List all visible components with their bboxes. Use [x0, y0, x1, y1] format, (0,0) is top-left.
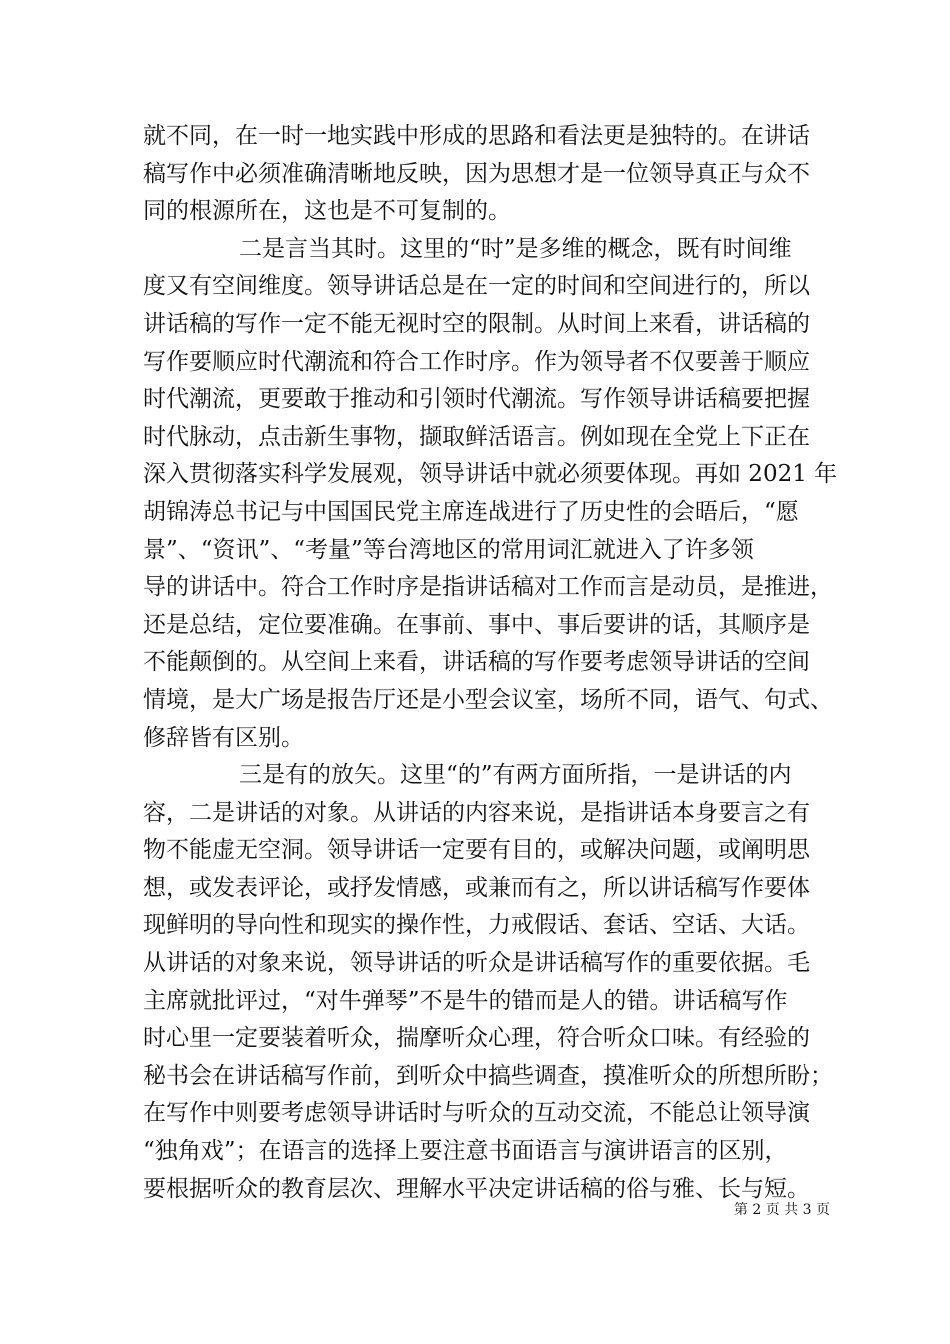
text-line: 想，或发表评论，或抒发情感，或兼而有之，所以讲话稿写作要体 — [143, 874, 810, 901]
text-line: 还是总结，定位要准确。在事前、事中、事后要讲的话，其顺序是 — [143, 611, 810, 638]
text-line: 就不同，在一时一地实践中形成的思路和看法更是独特的。在讲话 — [143, 123, 810, 149]
text-line: 要根据听众的教育层次、理解水平决定讲话稿的俗与雅、长与短。 — [143, 1175, 810, 1202]
page-number-footer: 第 2 页 共 3 页 — [733, 1202, 830, 1218]
body-text — [143, 118, 838, 1208]
text-line: 秘书会在讲话稿写作前，到听众中搞些调查，摸准听众的所想所盼； — [143, 1062, 833, 1089]
text-line: 讲话稿的写作一定不能无视时空的限制。从时间上来看，讲话稿的 — [143, 310, 810, 337]
text-line: 胡锦涛总书记与中国国民党主席连战进行了历史性的会晤后，“愿 — [143, 498, 799, 525]
text-line: 情境，是大广场是报告厅还是小型会议室，场所不同，语气、句式、 — [143, 686, 833, 713]
text-line: 不能颠倒的。从空间上来看，讲话稿的写作要考虑领导讲话的空间 — [143, 649, 810, 676]
text-line: 稿写作中必须准确清晰地反映，因为思想才是一位领导真正与众不 — [143, 160, 810, 187]
paragraph-start-line: 三是有的放矢。这里“的”有两方面所指，一是讲话的内 — [239, 762, 792, 789]
text-line: 时代潮流，更要敢于推动和引领时代潮流。写作领导讲话稿要把握 — [143, 386, 810, 413]
text-line: 现鲜明的导向性和现实的操作性，力戒假话、套话、空话、大话。 — [143, 912, 810, 939]
text-line: 深入贯彻落实科学发展观，领导讲话中就必须要体现。再如 2021 年 — [143, 461, 838, 488]
text-line: 从讲话的对象来说，领导讲话的听众是讲话稿写作的重要依据。毛 — [143, 950, 810, 977]
text-line: 导的讲话中。符合工作时序是指讲话稿对工作而言是动员，是推进， — [143, 574, 833, 601]
text-line: 同的根源所在，这也是不可复制的。 — [143, 198, 511, 225]
text-line: 度又有空间维度。领导讲话总是在一定的时间和空间进行的，所以 — [143, 273, 810, 300]
text-line: 主席就批评过，“对牛弹琴”不是牛的错而是人的错。讲话稿写作 — [143, 987, 788, 1014]
text-line: 时心里一定要装着听众，揣摩听众心理，符合听众口味。有经验的 — [143, 1025, 810, 1052]
text-line: 景”、“资讯”、“考量”等台湾地区的常用词汇就进入了许多领 — [143, 536, 754, 563]
text-line: “独角戏”；在语言的选择上要注意书面语言与演讲语言的区别， — [143, 1138, 788, 1165]
text-line: 物不能虚无空洞。领导讲话一定要有目的，或解决问题，或阐明思 — [143, 837, 810, 864]
text-line: 写作要顺应时代潮流和符合工作时序。作为领导者不仅要善于顺应 — [143, 348, 810, 375]
text-line: 时代脉动，点击新生事物，撷取鲜活语言。例如现在全党上下正在 — [143, 423, 810, 450]
text-line: 容，二是讲话的对象。从讲话的内容来说，是指讲话本身要言之有 — [143, 799, 810, 826]
paragraph-start-line: 二是言当其时。这里的“时”是多维的概念，既有时间维 — [239, 235, 792, 262]
text-line: 在写作中则要考虑领导讲话时与听众的互动交流，不能总让领导演 — [143, 1100, 810, 1127]
text-line: 修辞皆有区别。 — [143, 724, 304, 751]
